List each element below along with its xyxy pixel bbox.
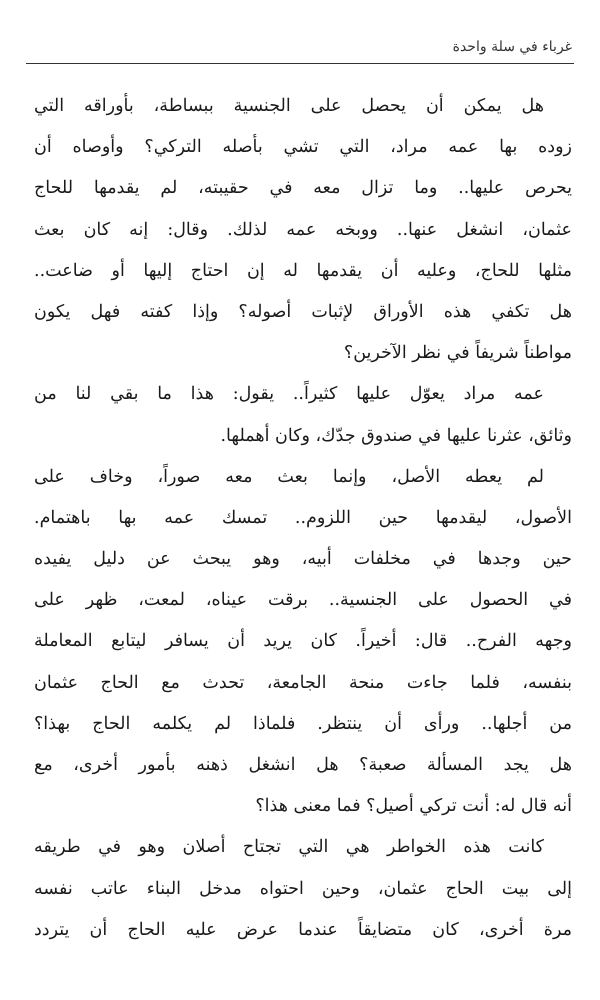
header-rule bbox=[26, 63, 574, 64]
paragraph-2 bbox=[34, 374, 572, 456]
text-line: مرة أخرى، كان متضايقاً عندما عرض عليه الحاج أن يتردد bbox=[34, 919, 572, 940]
text-line: كانت هذه الخواطر هي التي تجتاح أصلان وهو في طريقه bbox=[34, 837, 544, 858]
text-line: من أجلها.. ورأى أن ينتظر. فلماذا لم يكلمه الحاج بهذا؟ bbox=[34, 713, 572, 734]
text-line: في الحصول على الجنسية.. برقت عيناه، لمعت، ظهر على bbox=[34, 590, 572, 611]
paragraph-4 bbox=[34, 827, 572, 951]
text-line: عثمان، انشغل عنها.. ووبخه عمه لذلك. وقال: إنه كان بعث bbox=[34, 219, 572, 240]
text-line: لم يعطه الأصل، وإنما بعث معه صوراً، وخاف على bbox=[34, 466, 544, 487]
text-line: بنفسه، فلما جاءت منحة الجامعة، تحدث مع الحاج عثمان bbox=[34, 672, 572, 693]
running-head: غرباء في سلة واحدة bbox=[452, 39, 572, 55]
text-line: أنه قال له: أنت تركي أصيل؟ فما معنى هذا؟ bbox=[255, 796, 572, 817]
text-line: وجهه الفرح.. قال: أخيراً. كان يريد أن يسافر ليتابع المعاملة bbox=[34, 631, 572, 652]
text-line: هل يمكن أن يحصل على الجنسية ببساطة، بأوراقه التي bbox=[34, 96, 544, 116]
text-line: يحرص عليها.. وما تزال معه في حقيبته، لم يقدمها للحاج bbox=[34, 178, 572, 199]
paragraph-3 bbox=[34, 457, 572, 828]
body-text bbox=[34, 86, 572, 951]
text-line: هل تكفي هذه الأوراق لإثبات أصوله؟ وإذا كفته فهل يكون bbox=[34, 301, 572, 322]
text-line: عمه مراد يعوّل عليها كثيراً.. يقول: هذا ما بقي لنا من bbox=[34, 384, 544, 405]
text-line: مواطناً شريفاً في نظر الآخرين؟ bbox=[343, 343, 572, 364]
text-line: إلى بيت الحاج عثمان، وحين احتواه مدخل البناء عاتب نفسه bbox=[34, 878, 572, 899]
text-line: زوده بها عمه مراد، التي تشي بأصله التركي؟ وأوصاه أن bbox=[34, 137, 572, 158]
text-line: الأصول، ليقدمها حين اللزوم.. تمسك عمه بها باهتمام. bbox=[34, 507, 572, 528]
text-line: هل يجد المسألة صعبة؟ هل انشغل ذهنه بأمور أخرى، مع bbox=[34, 755, 572, 775]
text-line: حين وجدها في مخلفات أبيه، وهو يبحث عن دليل يفيده bbox=[34, 549, 572, 570]
text-line: مثلها للحاج، وعليه أن يقدمها له إن احتاج إليها أو ضاعت.. bbox=[34, 260, 572, 281]
paragraph-1 bbox=[34, 86, 572, 374]
text-line: وثائق، عثرنا عليها في صندوق جدّك، وكان أهملها. bbox=[220, 425, 572, 446]
